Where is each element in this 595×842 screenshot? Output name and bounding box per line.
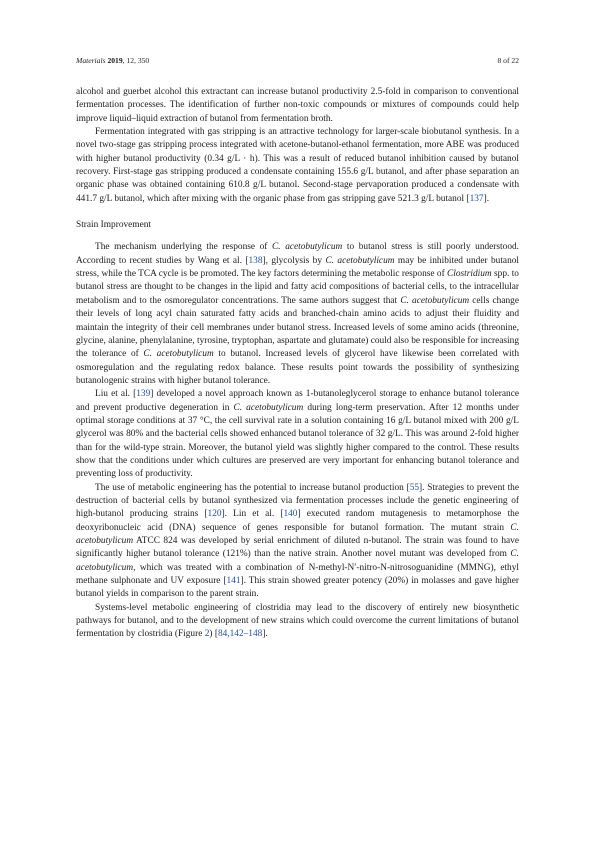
species-name: C. acetobutylicum — [233, 402, 304, 413]
citation-link[interactable]: 84,142–148 — [217, 629, 263, 640]
paragraph-mechanism: The mechanism underlying the response of C. acetobutylicum to butanol stress is still poorly understood. According to recent studies by Wang et al. [138], glycolysis by C. acetobutylicum may be inhibited under butanol stress, while the TCA cycle is be promoted. The key factors determining the metabolic response of Clostridium spp. to butanol stress are thought to be changes in the lipid and fatty acid compositions of bacterial cells, to the intracellular metabolism and to the osmoregulator concentrations. The same authors suggest that C. acetobutylicum cells change their levels of long acyl chain saturated fatty acids and branched-chain amino acids to adjust their fluidity and maintain the integrity of their cell membranes under butanol stress. Increased levels of some amino acids (threonine, glycine, alanine, phenylalanine, tyrosine, tryptophan, aspartate and glutamate) could also be responsible for increasing the tolerance of C. acetobutylicum to butanol. Increased levels of glycerol have likewise been correlated with osmoregulation and the regulating redox balance. These results point towards the possibility of synthesizing butanologenic strains with higher butanol tolerance. — [76, 242, 520, 386]
paragraph-extraction-continued: alcohol and guerbet alcohol this extractant can increase butanol productivity 2.5-fold in comparison to conventional fermentation processes. The identification of further non-toxic compounds or mixtures of compounds could help improve liquid–liquid extraction of butanol from fermentation broth. — [76, 87, 519, 124]
running-header — [76, 55, 519, 67]
paragraph-metabolic-engineering: The use of metabolic engineering has the potential to increase butanol production [55]. Strategies to prevent the destruction of bacterial cells by butanol synthesized via fermentation processes include the genetic engineering of high-butanol producing strains [120]. Lin et al. [140] executed random mutagenesis to metamorphose the deoxyribonucleic acid (DNA) sequence of genes responsible for butanol formation. The mutant strain C. acetobutylicum ATCC 824 was developed by serial enrichment of diluted n-butanol. The strain was found to have significantly higher butanol tolerance (121%) than the native strain. Another novel mutant was developed from C. acetobutylicum, which was treated with a combination of N-methyl-N′-nitro-N-nitrosoguanidine (MMNG), ethyl methane sulphonate and UV exposure [141]. This strain showed greater potency (20%) in molasses and gave higher butanol yields in comparison to the parent strain. — [76, 482, 519, 600]
citation-link[interactable]: 139 — [136, 389, 151, 400]
species-name: C. acetobutylicum — [76, 522, 519, 546]
paragraph-storage: Liu et al. [139] developed a novel approach known as 1-butanoleglycerol storage to enhance butanol tolerance and prevent productive degeneration in C. acetobutylicum during long-term preservation. After 12 months under optimal storage conditions at 37 °C, the cell survival rate in a solution containing 16 g/L butanol mixed with 200 g/L glycerol was 80% and the bacterial cells showed enhanced butanol tolerance of 32 g/L. This was around 2-fold higher than for the wild-type strain. Moreover, the butanol yield was slightly higher compared to the control. These results show that the conditions under which cultures are preserved are very important for enhancing butanol tolerance and preventing loss of productivity. — [76, 389, 520, 480]
paragraph-systems-engineering: Systems-level metabolic engineering of clostridia may lead to the discovery of entirely new biosynthetic pathways for butanol, and to the development of new strains which could overcome the current limitations of butanol fermentation by clostridia (Figure 2) [84,142–148]. — [76, 602, 519, 640]
citation-link[interactable]: 137 — [469, 193, 484, 204]
citation-link[interactable]: 120 — [207, 509, 222, 520]
figure-link[interactable]: 2 — [204, 629, 210, 640]
species-name: C. acetobutylicum — [272, 242, 343, 253]
section-heading: Strain Improvement — [76, 220, 151, 231]
journal-citation — [76, 55, 149, 67]
species-name: C. acetobutylicum — [143, 349, 214, 360]
paragraph-gas-stripping: Fermentation integrated with gas stripping is an attractive technology for larger-scale biobutanol synthesis. In a novel two-stage gas stripping process integrated with acetone-butanol-ethanol fermentation, more ABE was produced with higher butanol productivity (0.34 g/L · h). This was a result of reduced butanol inhibition caused by butanol recovery. First-stage gas stripping produced a condensate containing 155.6 g/L butanol, and after phase separation an organic phase was obtained containing 610.8 g/L butanol. Second-stage pervaporation produced a condensate with 441.7 g/L butanol, which after mixing with the organic phase from gas stripping gave 521.3 g/L butanol [137]. — [76, 127, 519, 204]
species-name: C. acetobutylicum — [76, 549, 519, 573]
species-name: C. acetobutylicum — [325, 255, 395, 266]
citation-link[interactable]: 138 — [248, 255, 263, 266]
genus-name: Clostridium — [447, 269, 492, 280]
journal-volume: , 12, 350 — [122, 56, 150, 65]
article-body — [76, 86, 519, 642]
journal-year: 2019 — [107, 56, 123, 65]
journal-name: Materials — [76, 56, 106, 65]
page-number: 8 of 22 — [497, 56, 519, 65]
citation-link[interactable]: 55 — [409, 482, 420, 493]
citation-link[interactable]: 141 — [226, 576, 241, 587]
species-name: C. acetobutylicum — [400, 295, 470, 306]
citation-link[interactable]: 140 — [283, 509, 298, 520]
